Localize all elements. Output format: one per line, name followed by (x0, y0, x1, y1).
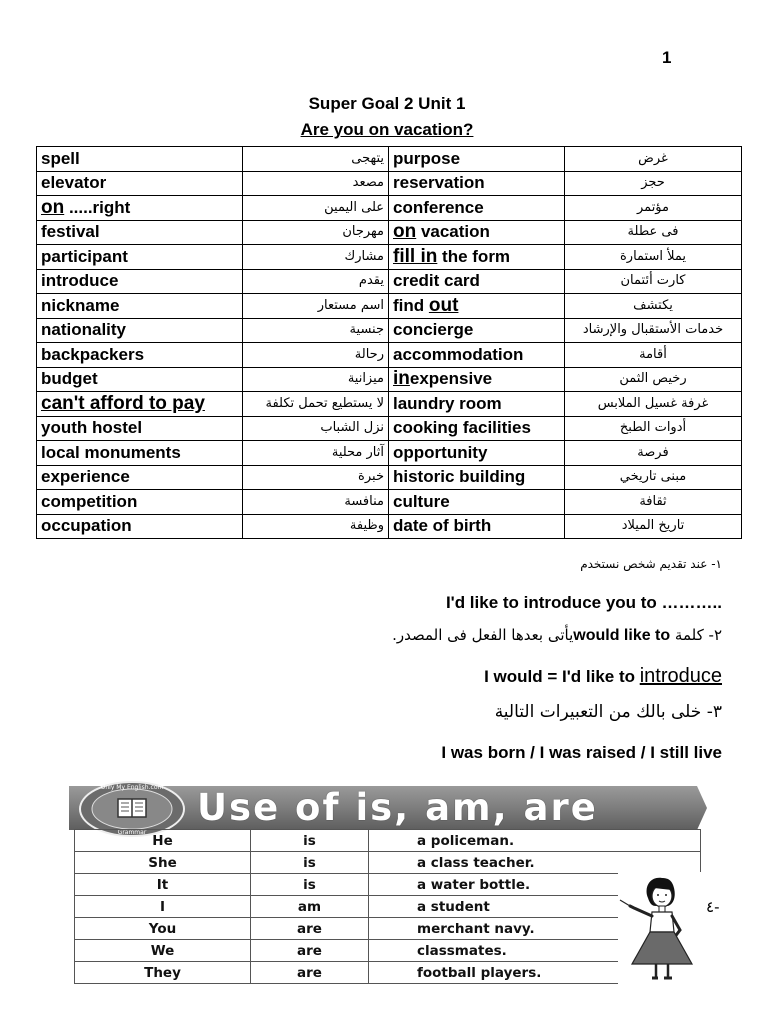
grammar-subject: I (75, 896, 251, 918)
arabic-meaning-right: مؤتمر (565, 196, 742, 221)
grammar-row (75, 918, 701, 940)
arabic-meaning-right: ثقافة (565, 490, 742, 515)
english-word-right: concierge (389, 318, 565, 343)
grammar-table (74, 829, 701, 984)
grammar-complement: merchant navy. (369, 918, 701, 940)
english-word-left: youth hostel (37, 416, 243, 441)
arabic-meaning-left: مصعد (243, 171, 389, 196)
vocab-row (37, 441, 742, 466)
english-word-right: fill in the form (389, 245, 565, 270)
grammar-row (75, 940, 701, 962)
english-word-left: elevator (37, 171, 243, 196)
example-would-like (484, 665, 722, 688)
arabic-meaning-left: مشارك (243, 245, 389, 270)
logo-text-bottom: Grammar (117, 829, 147, 836)
arabic-meaning-left: مهرجان (243, 220, 389, 245)
book-icon (118, 799, 146, 817)
arabic-meaning-right: غرفة غسيل الملابس (565, 392, 742, 417)
vocab-row (37, 269, 742, 294)
arabic-meaning-left: رحالة (243, 343, 389, 368)
english-word-right: purpose (389, 147, 565, 172)
vocab-row (37, 220, 742, 245)
note-2 (392, 626, 722, 645)
logo-text-top: Only My English.com (100, 784, 164, 791)
note-2-post: يأتى بعدها الفعل فى المصدر. (392, 626, 574, 644)
grammar-complement: a class teacher. (369, 852, 701, 874)
vocab-row (37, 465, 742, 490)
vocab-row (37, 392, 742, 417)
example-would-like-text: I would = I'd like to (484, 667, 640, 686)
note-1: ١- عند تقديم شخص نستخدم (580, 557, 722, 571)
vocab-row (37, 171, 742, 196)
arabic-meaning-left: اسم مستعار (243, 294, 389, 319)
vocab-row (37, 416, 742, 441)
grammar-row (75, 962, 701, 984)
arabic-meaning-right: أقامة (565, 343, 742, 368)
grammar-verb: are (251, 918, 369, 940)
arabic-meaning-left: وظيفة (243, 514, 389, 539)
english-word-right: find out (389, 294, 565, 319)
english-word-left: festival (37, 220, 243, 245)
grammar-subject: It (75, 874, 251, 896)
arabic-meaning-left: آثار محلية (243, 441, 389, 466)
grammar-row (75, 852, 701, 874)
arabic-meaning-left: جنسية (243, 318, 389, 343)
english-word-right: culture (389, 490, 565, 515)
english-word-left: experience (37, 465, 243, 490)
grammar-verb: is (251, 874, 369, 896)
arabic-meaning-left: نزل الشباب (243, 416, 389, 441)
grammar-subject: She (75, 852, 251, 874)
grammar-complement: a student (369, 896, 701, 918)
arabic-meaning-right: رخيص الثمن (565, 367, 742, 392)
banner-title: Use of is, am, are (197, 786, 598, 829)
english-word-left: occupation (37, 514, 243, 539)
grammar-row (75, 874, 701, 896)
grammar-subject: We (75, 940, 251, 962)
vocab-row (37, 245, 742, 270)
vocab-row (37, 343, 742, 368)
example-introduce: I'd like to introduce you to ……….. (445, 593, 722, 612)
arabic-meaning-right: حجز (565, 171, 742, 196)
document-title: Super Goal 2 Unit 1 (308, 94, 466, 113)
grammar-verb: is (251, 830, 369, 852)
arabic-meaning-right: كارت أئتمان (565, 269, 742, 294)
grammar-verb: are (251, 962, 369, 984)
grammar-verb: is (251, 852, 369, 874)
arabic-meaning-right: يكتشف (565, 294, 742, 319)
english-word-left: competition (37, 490, 243, 515)
arabic-meaning-left: على اليمين (243, 196, 389, 221)
grammar-subject: They (75, 962, 251, 984)
vocab-row (37, 196, 742, 221)
vocab-row (37, 318, 742, 343)
grammar-row (75, 830, 701, 852)
document-subtitle: Are you on vacation? (300, 120, 474, 139)
arabic-meaning-right: فى عطلة (565, 220, 742, 245)
english-word-left: spell (37, 147, 243, 172)
english-word-left: nationality (37, 318, 243, 343)
vocab-row (37, 490, 742, 515)
english-word-left: on .....right (37, 196, 243, 221)
arabic-meaning-left: خبرة (243, 465, 389, 490)
english-word-right: credit card (389, 269, 565, 294)
grammar-verb: am (251, 896, 369, 918)
english-word-right: on vacation (389, 220, 565, 245)
vocabulary-table (36, 146, 742, 539)
grammar-complement: classmates. (369, 940, 701, 962)
english-word-left: participant (37, 245, 243, 270)
grammar-subject: He (75, 830, 251, 852)
arabic-meaning-right: يملأ استمارة (565, 245, 742, 270)
arabic-meaning-left: لا يستطيع تحمل تكلفة (243, 392, 389, 417)
arabic-meaning-left: ميزانية (243, 367, 389, 392)
english-word-right: accommodation (389, 343, 565, 368)
english-word-left: local monuments (37, 441, 243, 466)
english-word-right: cooking facilities (389, 416, 565, 441)
english-word-right: inexpensive (389, 367, 565, 392)
exercise-number-4: ٤- (706, 898, 720, 916)
arabic-meaning-right: غرض (565, 147, 742, 172)
english-word-right: reservation (389, 171, 565, 196)
arabic-meaning-right: أدوات الطبخ (565, 416, 742, 441)
english-word-left: nickname (37, 294, 243, 319)
note-2-bold: would like to (573, 627, 671, 644)
arabic-meaning-left: منافسة (243, 490, 389, 515)
grammar-complement: a policeman. (369, 830, 701, 852)
arabic-meaning-left: يقدم (243, 269, 389, 294)
english-word-left: introduce (37, 269, 243, 294)
english-word-left: budget (37, 367, 243, 392)
english-word-right: historic building (389, 465, 565, 490)
vocab-row (37, 147, 742, 172)
arabic-meaning-right: مبنى تاريخي (565, 465, 742, 490)
page-number: 1 (662, 48, 672, 67)
english-word-right: conference (389, 196, 565, 221)
grammar-row (75, 896, 701, 918)
english-word-right: opportunity (389, 441, 565, 466)
vocab-row (37, 294, 742, 319)
arabic-meaning-left: يتهجى (243, 147, 389, 172)
arabic-meaning-right: تاريخ الميلاد (565, 514, 742, 539)
arabic-meaning-right: خدمات الأستقبال والإرشاد (565, 318, 742, 343)
grammar-verb: are (251, 940, 369, 962)
english-word-right: date of birth (389, 514, 565, 539)
arabic-meaning-right: فرصة (565, 441, 742, 466)
grammar-complement: a water bottle. (369, 874, 701, 896)
english-word-left: can't afford to pay (37, 392, 243, 417)
teacher-girl-illustration (618, 872, 708, 984)
note-2-pre: ٢- كلمة (670, 626, 722, 644)
example-introduce-word: introduce (639, 665, 722, 687)
english-word-left: backpackers (37, 343, 243, 368)
vocab-row (37, 514, 742, 539)
english-word-right: laundry room (389, 392, 565, 417)
vocab-row (37, 367, 742, 392)
grammar-complement: football players. (369, 962, 701, 984)
example-expressions: I was born / I was raised / I still live (441, 743, 722, 762)
note-3: ٣- خلى بالك من التعبيرات التالية (494, 702, 722, 722)
grammar-subject: You (75, 918, 251, 940)
